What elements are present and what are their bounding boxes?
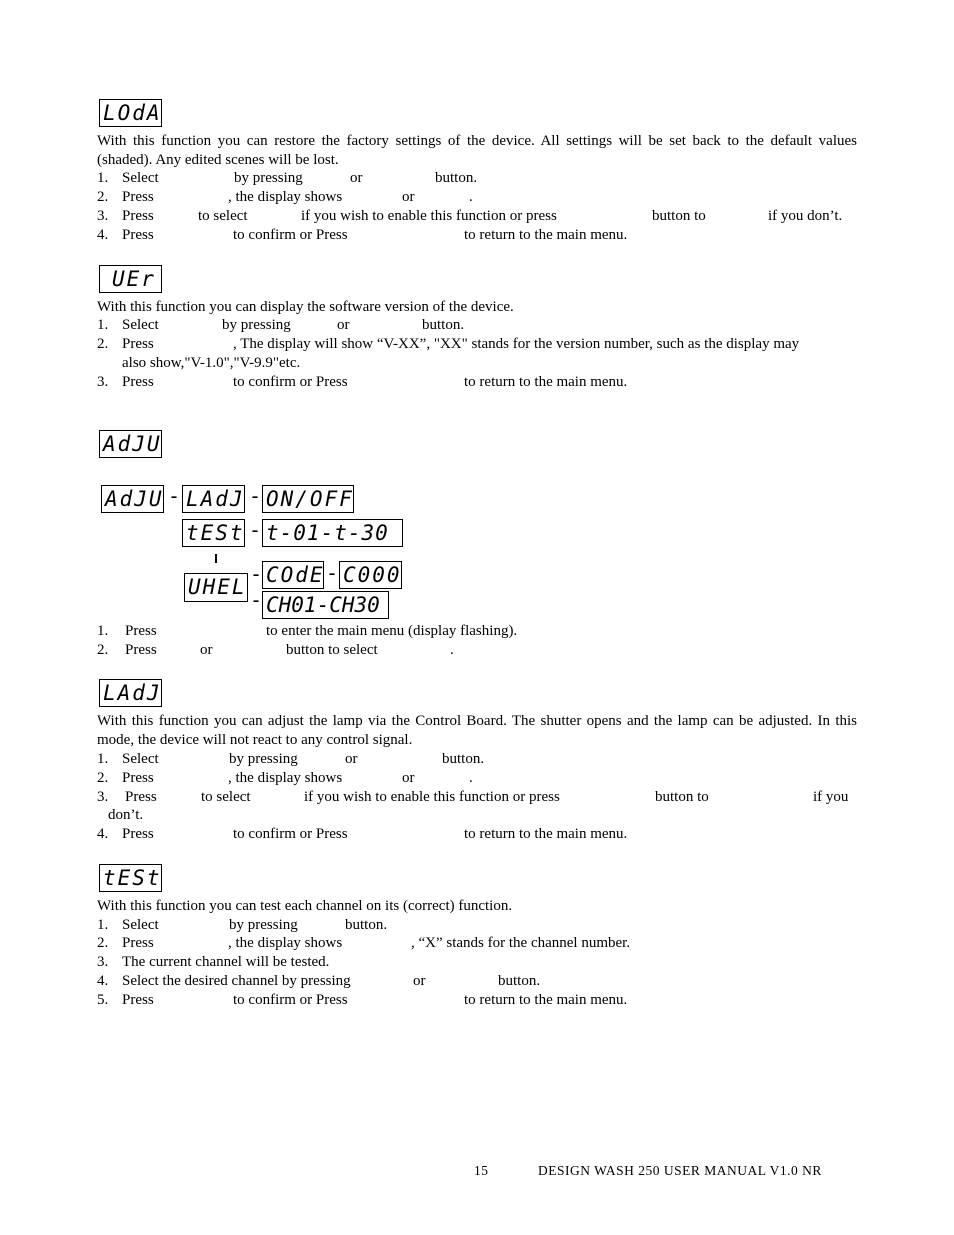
- tree-test: tESt: [182, 519, 245, 547]
- tree-dash: -: [168, 484, 181, 508]
- tree-uhel: UHEL: [184, 573, 248, 602]
- lcd-test: tESt: [99, 864, 162, 892]
- tree-dash: -: [326, 561, 339, 585]
- tree-dash: -: [249, 518, 262, 542]
- tree-trange: t-01-t-30: [262, 519, 403, 547]
- test-description: With this function you can test each channel on its (correct) function.: [97, 898, 513, 914]
- lcd-adju: AdJU: [99, 430, 162, 458]
- lcd-ladj: LAdJ: [99, 679, 162, 707]
- tree-chrange: CH01-CH30: [262, 591, 389, 619]
- footer-title: DESIGN WASH 250 USER MANUAL V1.0 NR: [538, 1163, 822, 1178]
- tree-connector: [215, 554, 217, 563]
- tree-onoff: ON/OFF: [262, 485, 354, 513]
- lcd-loda: LOdA: [99, 99, 162, 127]
- tree-c000: C000: [339, 561, 402, 589]
- tree-dash: -: [250, 588, 263, 612]
- tree-code: COdE: [262, 561, 324, 589]
- tree-dash: -: [249, 484, 262, 508]
- loda-description: With this function you can restore the factory settings of the device. All settings will be set back to the default values (shaded). Any edited scenes will be lost.: [97, 133, 857, 168]
- ladj-description: With this function you can adjust the lamp via the Control Board. The shutter opens and the lamp can be adjusted. In this mode, the device will not react to any control signal.: [97, 713, 857, 748]
- lcd-ver: UEr: [99, 265, 162, 293]
- tree-ladj: LAdJ: [182, 485, 245, 513]
- page-number: 15: [474, 1163, 489, 1178]
- tree-adju: AdJU: [101, 485, 164, 513]
- ver-description: With this function you can display the software version of the device.: [97, 299, 514, 315]
- tree-dash: -: [250, 562, 263, 586]
